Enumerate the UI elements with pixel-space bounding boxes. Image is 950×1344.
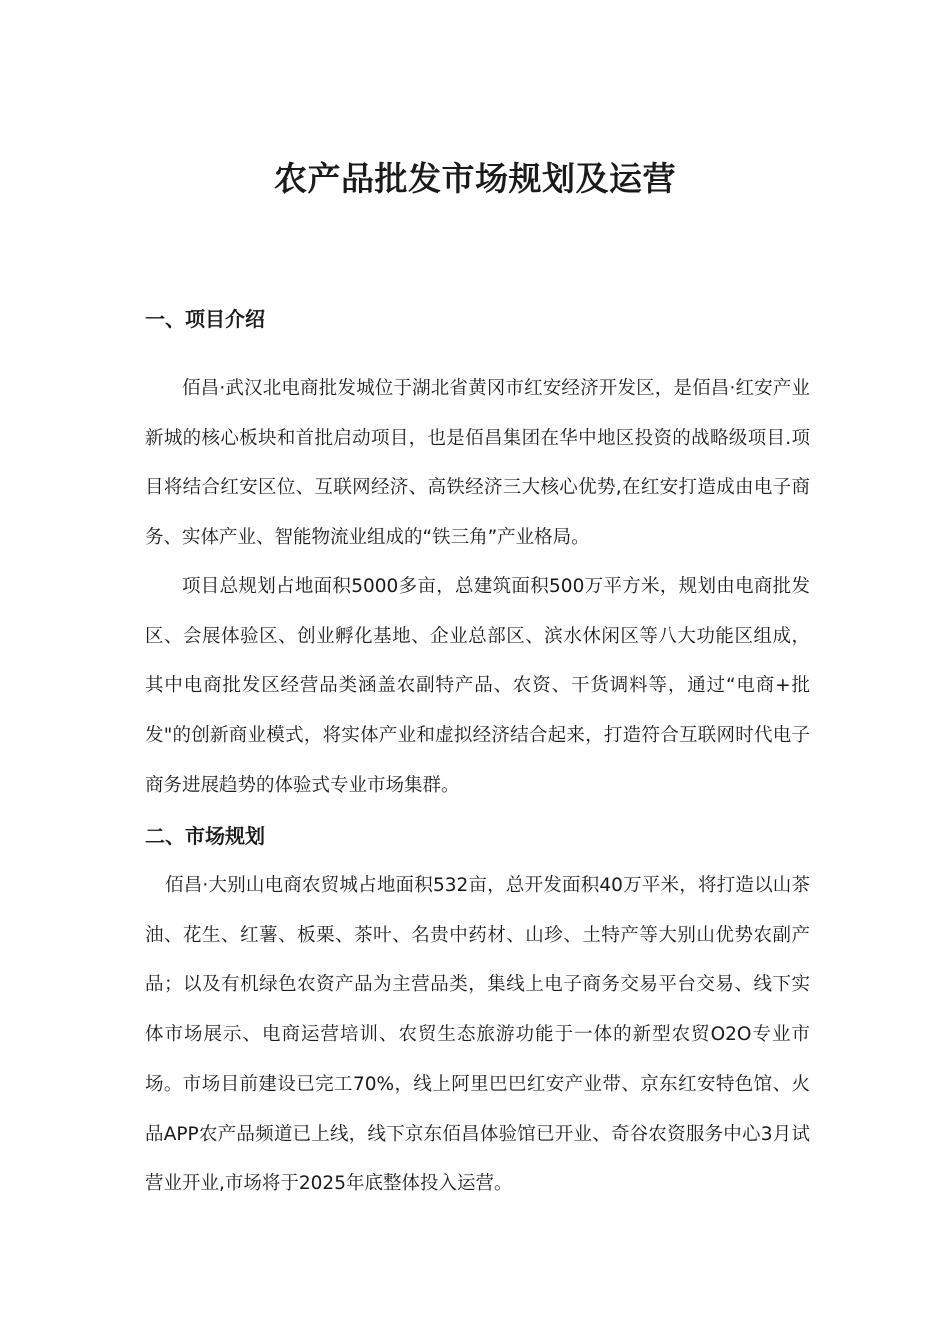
paragraph-project-location: 佰昌·武汉北电商批发城位于湖北省黄冈市红安经济开发区，是佰昌·红安产业新城的核心板块和首批启动项目，也是佰昌集团在华中地区投资的战略级项目.项目将结合红安区位、互联网经济、高铁经济三大核心优势,在红安打造成由电子商务、实体产业、智能物流业组成的“铁三角”产业格局。 — [145, 378, 810, 549]
paragraph-market-plan: 佰昌·大别山电商农贸城占地面积532亩，总开发面积40万平米，将打造以山茶油、花生、红薯、板栗、茶叶、名贵中药材、山珍、土特产等大别山优势农副产品；以及有机绿色农资产品为主营品类，集线上电子商务交易平台交易、线下实体市场展示、电商运营培训、农贸生态旅游功能于一体的新型农贸O2O专业市场。市场目前建设已完工70%，线上阿里巴巴红安产业带、京东红安特色馆、火品APP农产品频道已上线，线下京东佰昌体验馆已开业、奇谷农资服务中心3月试营业开业,市场将于2025年底整体投入运营。 — [145, 875, 810, 1195]
paragraph-project-scale: 项目总规划占地面积5000多亩，总建筑面积500万平方米，规划由电商批发区、会展体验区、创业孵化基地、企业总部区、滨水休闲区等八大功能区组成，其中电商批发区经营品类涵盖农副特产品、农资、干货调料等，通过“电商+批发"的创新商业模式，将实体产业和虚拟经济结合起来，打造符合互联网时代电子商务进展趋势的体验式专业市场集群。 — [145, 576, 810, 796]
document-title: 农产品批发市场规划及运营 — [274, 159, 676, 198]
section-heading-project-intro: 一、项目介绍 — [145, 307, 265, 331]
section-heading-market-plan: 二、市场规划 — [145, 824, 265, 848]
